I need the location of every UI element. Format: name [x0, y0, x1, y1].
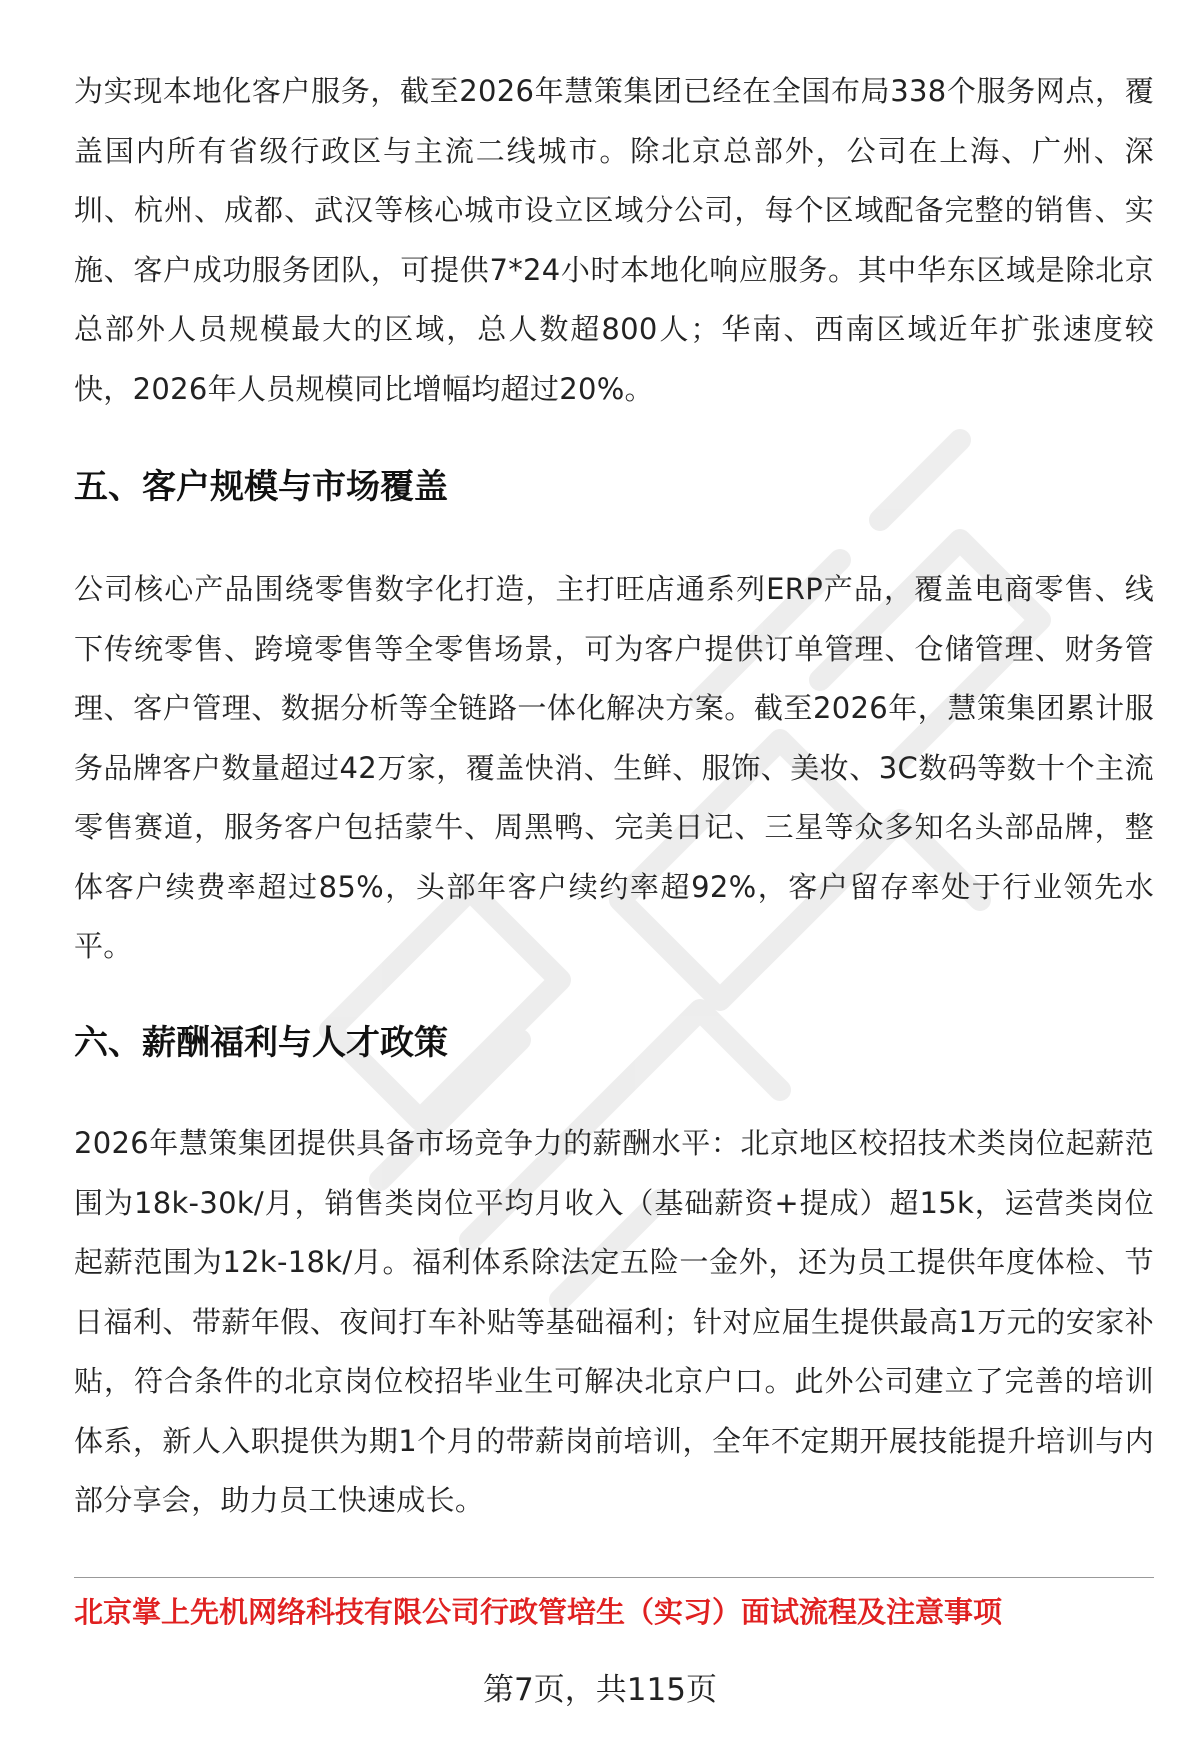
- section5-paragraph: 公司核心产品围绕零售数字化打造，主打旺店通系列ERP产品，覆盖电商零售、线下传统零售、跨境零售等全零售场景，可为客户提供订单管理、仓储管理、财务管理、客户管理、数据分析等全链路一体化解决方案。截至2026年，慧策集团累计服务品牌客户数量超过42万家，覆盖快消、生鲜、服饰、美妆、3C数码等数十个主流零售赛道，服务客户包括蒙牛、周黑鸭、完美日记、三星等众多知名头部品牌，整体客户续费率超过85%，头部年客户续约率超92%，客户留存率处于行业领先水平。: [74, 572, 1154, 963]
- page-number: 第7页，共115页: [483, 1672, 717, 1708]
- intro-paragraph: 为实现本地化客户服务，截至2026年慧策集团已经在全国布局338个服务网点，覆盖国内所有省级行政区与主流二线城市。除北京总部外，公司在上海、广州、深圳、杭州、成都、武汉等核心城市设立区域分公司，每个区域配备完整的销售、实施、客户成功服务团队，可提供7*24小时本地化响应服务。其中华东区域是除北京总部外人员规模最大的区域，总人数超800人；华南、西南区域近年扩张速度较快，2026年人员规模同比增幅均超过20%。: [74, 74, 1154, 406]
- footer-document-title: 北京掌上先机网络科技有限公司行政管培生（实习）面试流程及注意事项: [74, 1595, 1003, 1629]
- section6-heading: 六、薪酬福利与人才政策: [74, 1023, 448, 1063]
- section5-heading: 五、客户规模与市场覆盖: [74, 467, 448, 507]
- footer-divider: [74, 1577, 1154, 1578]
- section6-paragraph: 2026年慧策集团提供具备市场竞争力的薪酬水平：北京地区校招技术类岗位起薪范围为18k-30k/月，销售类岗位平均月收入（基础薪资+提成）超15k，运营类岗位起薪范围为12k-18k/月。福利体系除法定五险一金外，还为员工提供年度体检、节日福利、带薪年假、夜间打车补贴等基础福利；针对应届生提供最高1万元的安家补贴，符合条件的北京岗位校招毕业生可解决北京户口。此外公司建立了完善的培训体系，新人入职提供为期1个月的带薪岗前培训，全年不定期开展技能提升培训与内部分享会，助力员工快速成长。: [74, 1126, 1154, 1517]
